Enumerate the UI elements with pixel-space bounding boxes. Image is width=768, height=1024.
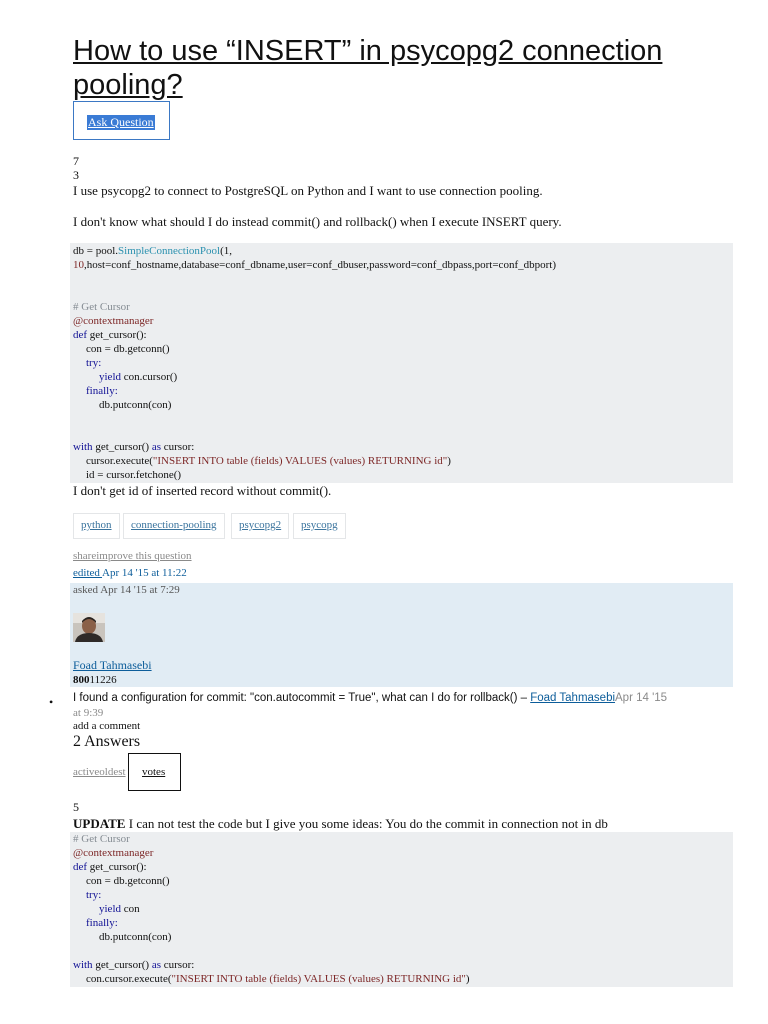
code-comment: # Get Cursor — [73, 833, 130, 845]
code-decorator: @contextmanager — [73, 847, 154, 859]
comment-bullet: • — [49, 695, 54, 709]
code-line: cursor.execute("INSERT INTO table (fields) VALUES (values) RETURNING id") — [86, 455, 451, 467]
sort-tab-votes[interactable]: votes — [142, 766, 166, 778]
question-body-p2: I don't know what should I do instead commit() and rollback() when I execute INSERT query. — [73, 214, 562, 229]
code-line: 10,host=conf_hostname,database=conf_dbname,user=conf_dbuser,password=conf_dbpass,port=conf_dbport) — [73, 259, 556, 271]
asked-info: asked Apr 14 '15 at 7:29 — [73, 584, 180, 596]
user-card — [70, 583, 733, 687]
code-line: con.cursor.execute("INSERT INTO table (fields) VALUES (values) RETURNING id") — [86, 973, 470, 985]
answer-update: UPDATE I can not test the code but I give you some ideas: You do the commit in connection not in db — [73, 816, 608, 831]
comment — [73, 691, 733, 706]
question-body-p3: I don't get id of inserted record without commit(). — [73, 483, 332, 498]
code-line: try: — [86, 889, 102, 901]
code-line: db.putconn(con) — [99, 399, 172, 411]
question-code-block — [70, 243, 733, 483]
vote-count: 7 — [73, 154, 79, 168]
comment-text: I found a configuration for commit: "con.autocommit = True", what can I do for rollback() – — [73, 692, 531, 704]
code-line: with get_cursor() as cursor: — [73, 959, 195, 971]
user-reputation: 80011226 — [73, 674, 117, 686]
user-name[interactable]: Foad Tahmasebi — [73, 658, 152, 672]
sort-tab-oldest[interactable]: oldest — [99, 766, 126, 778]
code-line: with get_cursor() as cursor: — [73, 441, 195, 453]
code-line: con = db.getconn() — [86, 343, 170, 355]
ask-question-button[interactable]: Ask Question — [88, 115, 154, 129]
answers-heading: 2 Answers — [73, 733, 141, 750]
tag-psycopg[interactable]: psycopg — [293, 513, 346, 539]
question-body-p1: I use psycopg2 to connect to PostgreSQL on Python and I want to use connection pooling. — [73, 183, 543, 198]
add-comment-link[interactable]: add a comment — [73, 720, 141, 732]
user-avatar[interactable] — [73, 613, 105, 642]
comment-date: Apr 14 '15 — [615, 692, 668, 704]
page-title: How to use “INSERT” in psycopg2 connection pooling? — [73, 35, 663, 101]
code-decorator: @contextmanager — [73, 315, 154, 327]
comment-time: at 9:39 — [73, 707, 104, 719]
code-line: def get_cursor(): — [73, 861, 147, 873]
sort-tab-votes-box — [128, 753, 181, 791]
code-line: id = cursor.fetchone() — [86, 469, 182, 481]
code-line: db = pool.SimpleConnectionPool(1, — [73, 245, 232, 257]
ask-question-box — [73, 101, 170, 140]
code-line: def get_cursor(): — [73, 329, 147, 341]
favorite-count: 3 — [73, 168, 79, 182]
sort-tab-active[interactable]: active — [73, 766, 100, 778]
code-comment: # Get Cursor — [73, 301, 130, 313]
sort-tabs — [73, 765, 126, 779]
share-improve-link[interactable]: shareimprove this question — [73, 550, 192, 562]
edited-info: edited Apr 14 '15 at 11:22 — [73, 567, 187, 579]
code-line: finally: — [86, 917, 118, 929]
code-line: yield con — [99, 903, 140, 915]
answer-code-block — [70, 832, 733, 987]
code-line: db.putconn(con) — [99, 931, 172, 943]
code-line: con = db.getconn() — [86, 875, 170, 887]
edited-link[interactable]: edited — [73, 567, 103, 579]
answer-vote-count: 5 — [73, 800, 79, 814]
tag-connection-pooling[interactable]: connection-pooling — [123, 513, 225, 539]
tag-psycopg2[interactable]: psycopg2 — [231, 513, 289, 539]
code-line: finally: — [86, 385, 118, 397]
comment-author[interactable]: Foad Tahmasebi — [530, 692, 616, 704]
code-line: yield con.cursor() — [99, 371, 178, 383]
tag-python[interactable]: python — [73, 513, 120, 539]
code-line: try: — [86, 357, 102, 369]
